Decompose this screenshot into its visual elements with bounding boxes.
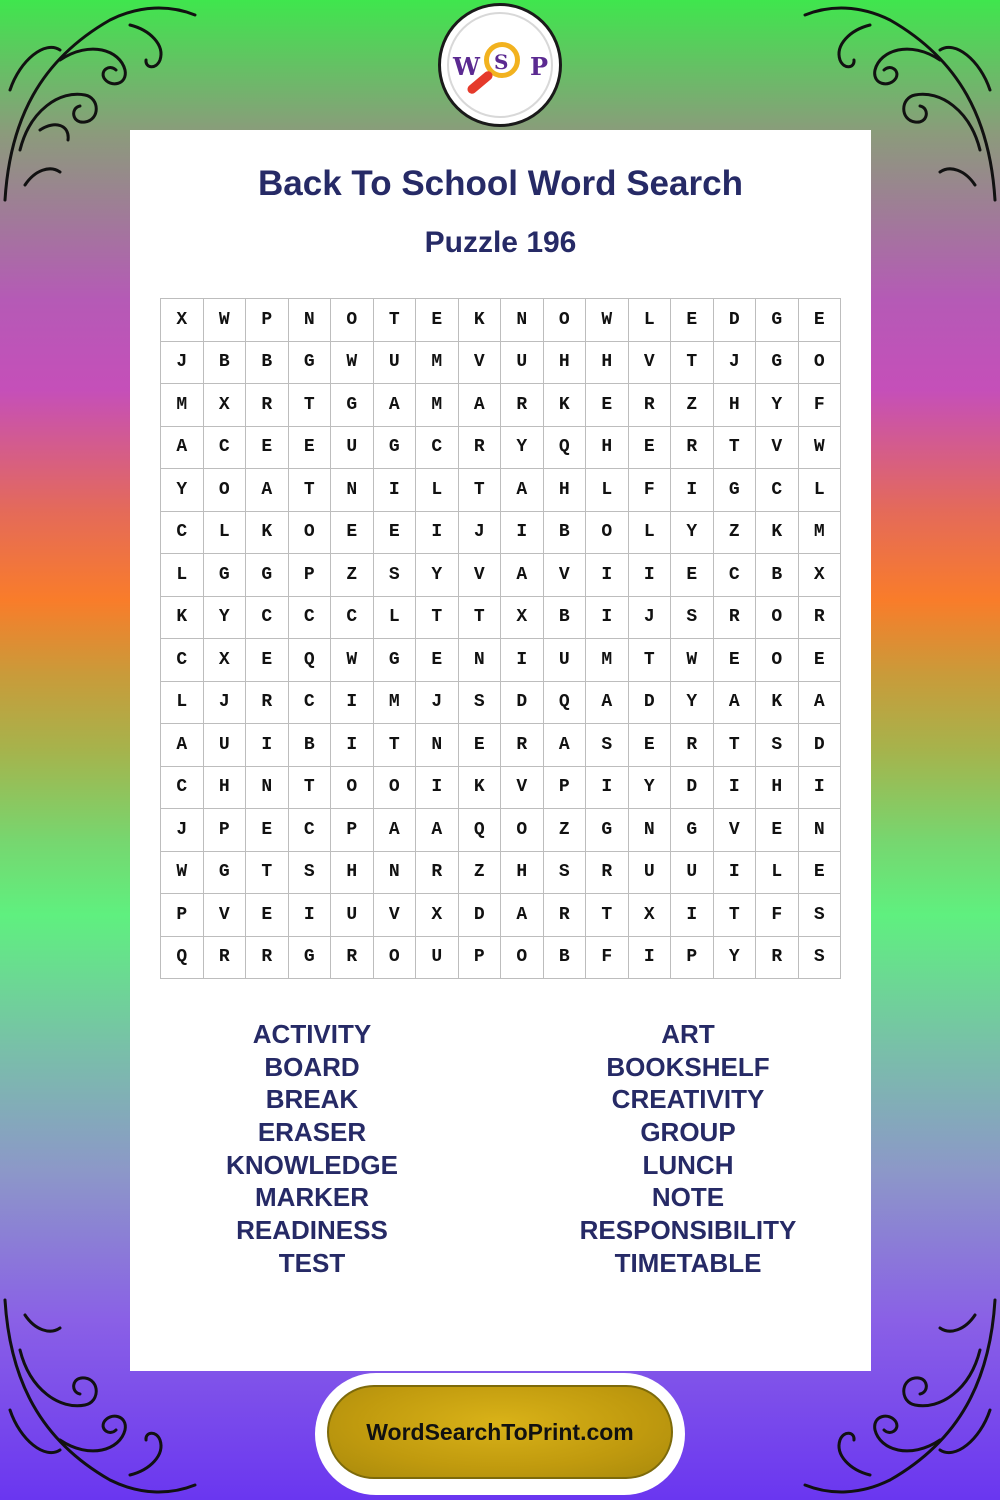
grid-cell[interactable]: O — [756, 597, 799, 640]
grid-cell[interactable]: V — [714, 809, 757, 852]
grid-cell[interactable]: I — [331, 682, 374, 725]
grid-cell[interactable]: E — [586, 384, 629, 427]
grid-cell[interactable]: O — [204, 469, 247, 512]
grid-cell[interactable]: L — [161, 682, 204, 725]
grid-cell[interactable]: J — [204, 682, 247, 725]
grid-cell[interactable]: X — [161, 299, 204, 342]
logo-letter-w: W — [453, 52, 480, 81]
grid-cell[interactable]: V — [374, 894, 417, 937]
grid-cell[interactable]: B — [756, 554, 799, 597]
grid-cell[interactable]: D — [671, 767, 714, 810]
grid-cell[interactable]: T — [289, 384, 332, 427]
grid-cell[interactable]: E — [289, 427, 332, 470]
grid-cell[interactable]: U — [331, 894, 374, 937]
grid-cell[interactable]: I — [246, 724, 289, 767]
grid-cell[interactable]: T — [671, 342, 714, 385]
grid-cell[interactable]: T — [374, 299, 417, 342]
grid-cell[interactable]: A — [374, 384, 417, 427]
grid-cell[interactable]: R — [671, 427, 714, 470]
grid-cell[interactable]: W — [671, 639, 714, 682]
grid-cell[interactable]: I — [799, 767, 842, 810]
grid-cell[interactable]: Y — [629, 767, 672, 810]
grid-cell[interactable]: I — [629, 937, 672, 980]
word-list-item: ACTIVITY — [252, 1019, 372, 1049]
grid-cell[interactable]: O — [799, 342, 842, 385]
grid-cell[interactable]: Z — [331, 554, 374, 597]
grid-cell[interactable]: S — [799, 937, 842, 980]
grid-cell[interactable]: T — [629, 639, 672, 682]
grid-cell[interactable]: B — [544, 597, 587, 640]
grid-cell[interactable]: L — [629, 299, 672, 342]
grid-cell[interactable]: N — [289, 299, 332, 342]
grid-cell[interactable]: P — [331, 809, 374, 852]
grid-cell[interactable]: W — [204, 299, 247, 342]
grid-cell[interactable]: G — [204, 852, 247, 895]
grid-cell[interactable]: F — [586, 937, 629, 980]
grid-cell[interactable]: L — [416, 469, 459, 512]
grid-cell[interactable]: P — [246, 299, 289, 342]
grid-cell[interactable]: G — [374, 427, 417, 470]
grid-cell[interactable]: Y — [714, 937, 757, 980]
grid-cell[interactable]: O — [374, 937, 417, 980]
grid-cell[interactable]: R — [459, 427, 502, 470]
grid-cell[interactable]: E — [416, 299, 459, 342]
grid-cell[interactable]: C — [246, 597, 289, 640]
grid-cell[interactable]: N — [246, 767, 289, 810]
footer-pill — [315, 1373, 685, 1495]
grid-cell[interactable]: O — [544, 299, 587, 342]
grid-cell[interactable]: E — [756, 809, 799, 852]
grid-cell[interactable]: K — [544, 384, 587, 427]
grid-cell[interactable]: T — [586, 894, 629, 937]
logo-letter-p: P — [530, 52, 549, 81]
grid-cell[interactable]: Q — [161, 937, 204, 980]
grid-cell[interactable]: D — [714, 299, 757, 342]
grid-cell[interactable]: E — [799, 299, 842, 342]
grid-cell[interactable]: X — [204, 384, 247, 427]
grid-cell[interactable]: D — [629, 682, 672, 725]
grid-cell[interactable]: C — [289, 809, 332, 852]
grid-cell[interactable]: A — [374, 809, 417, 852]
grid-cell[interactable]: E — [246, 894, 289, 937]
grid-cell[interactable]: I — [714, 767, 757, 810]
puzzle-sheet — [130, 130, 871, 1371]
grid-cell[interactable]: S — [671, 597, 714, 640]
grid-cell[interactable]: H — [544, 469, 587, 512]
grid-cell[interactable]: C — [416, 427, 459, 470]
grid-cell[interactable]: G — [671, 809, 714, 852]
grid-cell[interactable]: H — [586, 342, 629, 385]
grid-cell[interactable]: T — [246, 852, 289, 895]
grid-cell[interactable]: C — [756, 469, 799, 512]
grid-cell[interactable]: Z — [459, 852, 502, 895]
grid-cell[interactable]: G — [204, 554, 247, 597]
letter-grid[interactable] — [160, 298, 841, 979]
grid-cell[interactable]: A — [161, 724, 204, 767]
grid-cell[interactable]: L — [586, 469, 629, 512]
word-list-item: ERASER — [257, 1117, 367, 1148]
grid-cell[interactable]: A — [459, 384, 502, 427]
grid-cell[interactable]: R — [756, 937, 799, 980]
grid-cell[interactable]: R — [501, 384, 544, 427]
grid-cell[interactable]: S — [799, 894, 842, 937]
wsp-logo[interactable] — [438, 3, 562, 127]
grid-cell[interactable]: X — [501, 597, 544, 640]
grid-cell[interactable]: S — [544, 852, 587, 895]
grid-cell[interactable]: M — [416, 342, 459, 385]
grid-cell[interactable]: X — [204, 639, 247, 682]
grid-cell[interactable]: U — [501, 342, 544, 385]
grid-cell[interactable]: T — [374, 724, 417, 767]
grid-cell[interactable]: A — [501, 469, 544, 512]
grid-cell[interactable]: I — [671, 469, 714, 512]
grid-cell[interactable]: B — [246, 342, 289, 385]
grid-cell[interactable]: A — [501, 894, 544, 937]
grid-cell[interactable]: R — [501, 724, 544, 767]
grid-cell[interactable]: H — [501, 852, 544, 895]
word-list-item: BOARD — [264, 1051, 360, 1082]
grid-cell[interactable]: K — [459, 767, 502, 810]
grid-cell[interactable]: L — [161, 554, 204, 597]
grid-cell[interactable]: L — [204, 512, 247, 555]
grid-cell[interactable]: J — [629, 597, 672, 640]
grid-cell[interactable]: R — [799, 597, 842, 640]
grid-cell[interactable]: H — [586, 427, 629, 470]
grid-cell[interactable]: P — [544, 767, 587, 810]
grid-cell[interactable]: E — [629, 724, 672, 767]
grid-cell[interactable]: M — [161, 384, 204, 427]
grid-cell[interactable]: G — [374, 639, 417, 682]
grid-cell[interactable]: T — [714, 724, 757, 767]
grid-cell[interactable]: E — [246, 639, 289, 682]
word-list-item: RESPONSIBILITY — [579, 1215, 797, 1246]
grid-cell[interactable]: H — [544, 342, 587, 385]
grid-cell[interactable]: U — [629, 852, 672, 895]
grid-cell[interactable]: O — [331, 299, 374, 342]
grid-cell[interactable]: A — [544, 724, 587, 767]
grid-cell[interactable]: O — [501, 809, 544, 852]
grid-cell[interactable]: A — [586, 682, 629, 725]
grid-cell[interactable]: R — [629, 384, 672, 427]
grid-cell[interactable]: V — [204, 894, 247, 937]
grid-cell[interactable]: P — [289, 554, 332, 597]
grid-cell[interactable]: G — [246, 554, 289, 597]
word-list-item: LUNCH — [642, 1149, 734, 1180]
grid-cell[interactable]: K — [459, 299, 502, 342]
grid-cell[interactable]: U — [671, 852, 714, 895]
grid-cell[interactable]: K — [756, 682, 799, 725]
grid-cell[interactable]: C — [289, 597, 332, 640]
grid-cell[interactable]: N — [331, 469, 374, 512]
grid-cell[interactable]: G — [289, 937, 332, 980]
grid-cell[interactable]: R — [246, 384, 289, 427]
grid-cell[interactable]: S — [756, 724, 799, 767]
grid-cell[interactable]: E — [459, 724, 502, 767]
grid-cell[interactable]: S — [374, 554, 417, 597]
grid-cell[interactable]: N — [799, 809, 842, 852]
grid-cell[interactable]: A — [416, 809, 459, 852]
grid-cell[interactable]: Q — [459, 809, 502, 852]
grid-cell[interactable]: R — [714, 597, 757, 640]
grid-cell[interactable]: E — [671, 299, 714, 342]
grid-cell[interactable]: P — [204, 809, 247, 852]
grid-cell[interactable]: I — [586, 597, 629, 640]
grid-cell[interactable]: E — [416, 639, 459, 682]
grid-cell[interactable]: D — [799, 724, 842, 767]
grid-cell[interactable]: V — [459, 554, 502, 597]
grid-cell[interactable]: I — [629, 554, 672, 597]
grid-cell[interactable]: C — [714, 554, 757, 597]
grid-cell[interactable]: T — [289, 767, 332, 810]
grid-cell[interactable]: O — [756, 639, 799, 682]
grid-cell[interactable]: E — [799, 852, 842, 895]
word-list-item: ART — [661, 1019, 715, 1049]
grid-cell[interactable]: K — [756, 512, 799, 555]
grid-cell[interactable]: B — [544, 937, 587, 980]
grid-cell[interactable]: T — [459, 469, 502, 512]
grid-cell[interactable]: U — [374, 342, 417, 385]
grid-cell[interactable]: Y — [671, 682, 714, 725]
grid-cell[interactable]: P — [459, 937, 502, 980]
word-list-item: BREAK — [265, 1084, 359, 1115]
grid-cell[interactable]: E — [374, 512, 417, 555]
grid-cell[interactable]: T — [714, 427, 757, 470]
grid-cell[interactable]: S — [586, 724, 629, 767]
grid-cell[interactable]: B — [289, 724, 332, 767]
grid-cell[interactable]: T — [714, 894, 757, 937]
grid-cell[interactable]: X — [416, 894, 459, 937]
grid-cell[interactable]: R — [586, 852, 629, 895]
grid-cell[interactable]: V — [756, 427, 799, 470]
grid-cell[interactable]: I — [501, 512, 544, 555]
grid-cell[interactable]: Q — [544, 682, 587, 725]
grid-cell[interactable]: V — [501, 767, 544, 810]
grid-cell[interactable]: H — [756, 767, 799, 810]
grid-cell[interactable]: I — [331, 724, 374, 767]
grid-cell[interactable]: T — [459, 597, 502, 640]
grid-cell[interactable]: R — [416, 852, 459, 895]
grid-cell[interactable]: M — [416, 384, 459, 427]
grid-cell[interactable]: A — [714, 682, 757, 725]
grid-cell[interactable]: H — [331, 852, 374, 895]
grid-cell[interactable]: Y — [671, 512, 714, 555]
logo-letter-s: S — [494, 50, 509, 74]
grid-cell[interactable]: R — [544, 894, 587, 937]
grid-cell[interactable]: W — [161, 852, 204, 895]
word-list-left — [162, 1018, 462, 1280]
word-list-item: READINESS — [236, 1215, 388, 1246]
grid-cell[interactable]: E — [714, 639, 757, 682]
grid-cell[interactable]: O — [289, 512, 332, 555]
grid-cell[interactable]: J — [416, 682, 459, 725]
grid-cell[interactable]: Z — [544, 809, 587, 852]
grid-cell[interactable]: Z — [714, 512, 757, 555]
grid-cell[interactable]: G — [714, 469, 757, 512]
grid-cell[interactable]: C — [289, 682, 332, 725]
word-list-item: BOOKSHELF — [606, 1051, 770, 1082]
grid-cell[interactable]: Q — [544, 427, 587, 470]
grid-cell[interactable]: C — [161, 767, 204, 810]
grid-cell[interactable]: T — [416, 597, 459, 640]
grid-cell[interactable]: R — [246, 937, 289, 980]
grid-cell[interactable]: O — [586, 512, 629, 555]
grid-cell[interactable]: X — [629, 894, 672, 937]
word-list-item: GROUP — [640, 1117, 736, 1148]
grid-cell[interactable]: W — [799, 427, 842, 470]
grid-cell[interactable]: F — [756, 894, 799, 937]
grid-cell[interactable]: L — [756, 852, 799, 895]
grid-cell[interactable]: L — [374, 597, 417, 640]
grid-cell[interactable]: N — [459, 639, 502, 682]
grid-cell[interactable]: T — [289, 469, 332, 512]
grid-cell[interactable]: M — [586, 639, 629, 682]
grid-cell[interactable]: L — [629, 512, 672, 555]
grid-cell[interactable]: E — [331, 512, 374, 555]
grid-cell[interactable]: E — [799, 639, 842, 682]
word-list-item: TIMETABLE — [614, 1247, 762, 1278]
grid-cell[interactable]: Y — [756, 384, 799, 427]
grid-cell[interactable]: H — [714, 384, 757, 427]
grid-cell[interactable]: Q — [289, 639, 332, 682]
grid-cell[interactable]: V — [544, 554, 587, 597]
grid-cell[interactable]: R — [331, 937, 374, 980]
grid-cell[interactable]: C — [161, 512, 204, 555]
grid-cell[interactable]: C — [204, 427, 247, 470]
grid-cell[interactable]: V — [629, 342, 672, 385]
page-title: Back To School Word Search — [258, 164, 743, 203]
word-list-item: NOTE — [651, 1182, 725, 1213]
grid-cell[interactable]: E — [246, 427, 289, 470]
grid-cell[interactable]: A — [246, 469, 289, 512]
grid-cell[interactable]: W — [331, 639, 374, 682]
grid-cell[interactable]: S — [459, 682, 502, 725]
grid-cell[interactable]: O — [331, 767, 374, 810]
grid-cell[interactable]: B — [204, 342, 247, 385]
grid-cell[interactable]: P — [161, 894, 204, 937]
grid-cell[interactable]: G — [756, 342, 799, 385]
grid-cell[interactable]: D — [459, 894, 502, 937]
grid-cell[interactable]: G — [331, 384, 374, 427]
grid-cell[interactable]: J — [161, 342, 204, 385]
grid-cell[interactable]: U — [331, 427, 374, 470]
grid-cell[interactable]: G — [756, 299, 799, 342]
grid-cell[interactable]: J — [161, 809, 204, 852]
grid-cell[interactable]: R — [204, 937, 247, 980]
grid-cell[interactable]: L — [799, 469, 842, 512]
grid-cell[interactable]: I — [374, 469, 417, 512]
grid-cell[interactable]: D — [501, 682, 544, 725]
grid-cell[interactable]: V — [459, 342, 502, 385]
grid-cell[interactable]: N — [629, 809, 672, 852]
grid-cell[interactable]: F — [799, 384, 842, 427]
word-list-item: CREATIVITY — [611, 1084, 765, 1115]
grid-cell[interactable]: M — [374, 682, 417, 725]
grid-cell[interactable]: S — [289, 852, 332, 895]
grid-cell[interactable]: G — [586, 809, 629, 852]
grid-cell[interactable]: Y — [204, 597, 247, 640]
grid-cell[interactable]: U — [544, 639, 587, 682]
grid-cell[interactable]: E — [671, 554, 714, 597]
grid-cell[interactable]: I — [416, 512, 459, 555]
grid-cell[interactable]: P — [671, 937, 714, 980]
grid-cell[interactable]: K — [246, 512, 289, 555]
grid-cell[interactable]: U — [204, 724, 247, 767]
grid-cell[interactable]: K — [161, 597, 204, 640]
grid-cell[interactable]: Y — [416, 554, 459, 597]
grid-cell[interactable]: J — [459, 512, 502, 555]
grid-cell[interactable]: X — [799, 554, 842, 597]
grid-cell[interactable]: F — [629, 469, 672, 512]
puzzle-number: Puzzle 196 — [424, 226, 577, 259]
grid-cell[interactable]: E — [629, 427, 672, 470]
grid-cell[interactable]: N — [501, 299, 544, 342]
grid-cell[interactable]: N — [416, 724, 459, 767]
grid-cell[interactable]: I — [416, 767, 459, 810]
grid-cell[interactable]: I — [714, 852, 757, 895]
grid-cell[interactable]: O — [501, 937, 544, 980]
grid-cell[interactable]: U — [416, 937, 459, 980]
grid-cell[interactable]: A — [799, 682, 842, 725]
grid-cell[interactable]: H — [204, 767, 247, 810]
grid-cell[interactable]: I — [586, 554, 629, 597]
grid-cell[interactable]: O — [374, 767, 417, 810]
word-list-item: TEST — [278, 1247, 346, 1278]
grid-cell[interactable]: I — [289, 894, 332, 937]
grid-cell[interactable]: I — [586, 767, 629, 810]
grid-cell[interactable]: E — [246, 809, 289, 852]
grid-cell[interactable]: Y — [161, 469, 204, 512]
grid-cell[interactable]: C — [161, 639, 204, 682]
grid-cell[interactable]: Z — [671, 384, 714, 427]
word-list-right — [538, 1018, 838, 1280]
grid-cell[interactable]: N — [374, 852, 417, 895]
grid-cell[interactable]: M — [799, 512, 842, 555]
grid-cell[interactable]: J — [714, 342, 757, 385]
grid-cell[interactable]: R — [671, 724, 714, 767]
grid-cell[interactable]: C — [331, 597, 374, 640]
grid-cell[interactable]: Y — [501, 427, 544, 470]
word-list-item: MARKER — [254, 1182, 370, 1213]
grid-cell[interactable]: R — [246, 682, 289, 725]
grid-cell[interactable]: B — [544, 512, 587, 555]
grid-cell[interactable]: A — [501, 554, 544, 597]
grid-cell[interactable]: I — [501, 639, 544, 682]
grid-cell[interactable]: W — [586, 299, 629, 342]
website-link-button[interactable]: WordSearchToPrint.com — [327, 1385, 673, 1479]
grid-cell[interactable]: G — [289, 342, 332, 385]
grid-cell[interactable]: A — [161, 427, 204, 470]
grid-cell[interactable]: W — [331, 342, 374, 385]
grid-cell[interactable]: I — [671, 894, 714, 937]
word-list-item: KNOWLEDGE — [226, 1149, 398, 1180]
